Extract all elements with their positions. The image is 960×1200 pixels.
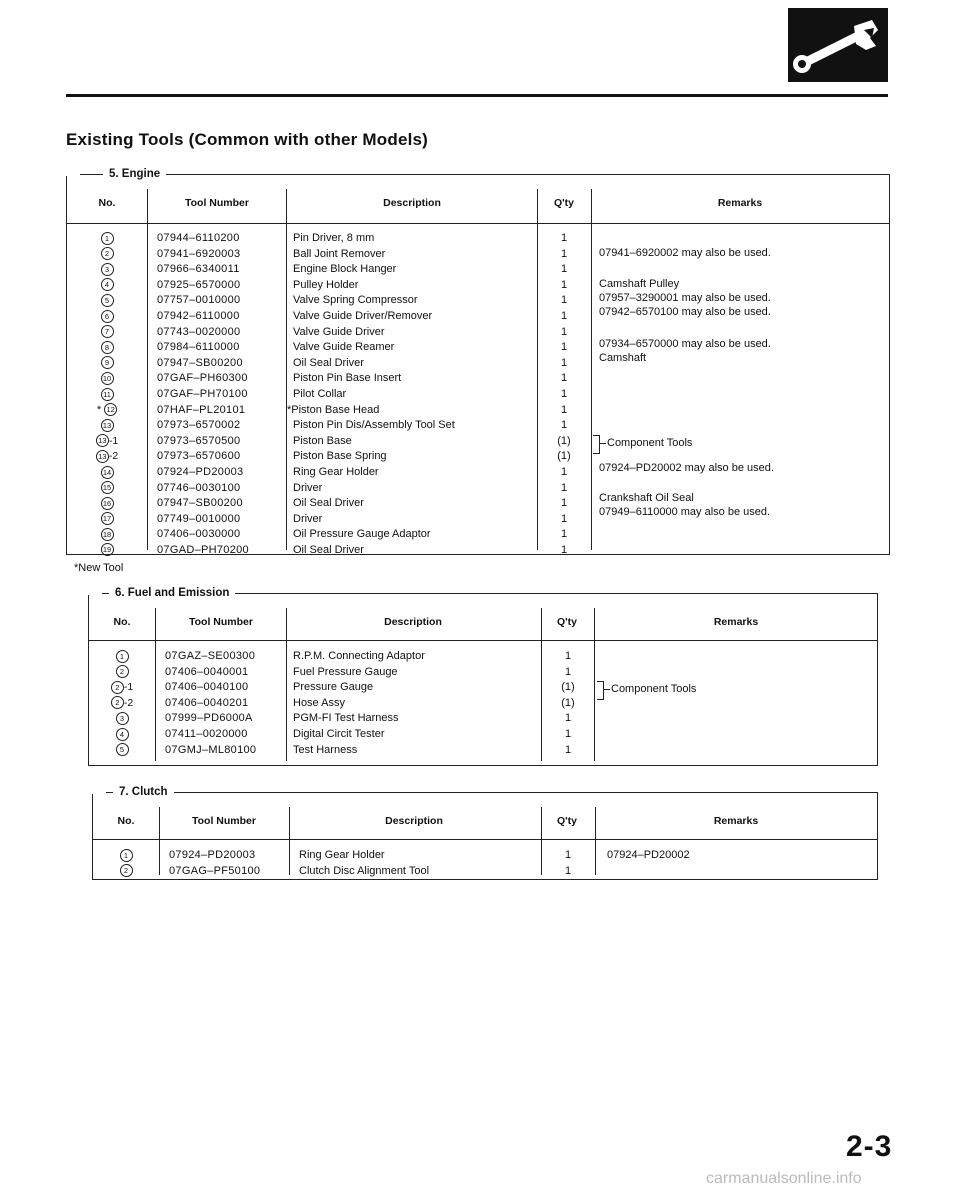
row-number — [67, 387, 147, 403]
header-qty: Q'ty — [556, 616, 577, 628]
row-number — [89, 696, 155, 712]
circled-number: 14 — [101, 466, 114, 479]
tool-number: 07973–6570600 — [157, 450, 241, 463]
row-number — [67, 293, 147, 309]
row-number — [89, 711, 155, 727]
row-suffix: -2 — [123, 696, 134, 709]
description-text: Piston Pin Dis/Assembly Tool Set — [293, 419, 455, 432]
watermark: carmanualsonline.info — [706, 1170, 862, 1187]
header-no: No. — [113, 616, 131, 628]
tool-number: 07966–6340011 — [157, 263, 240, 276]
description — [293, 481, 455, 497]
row-number — [67, 481, 147, 497]
tool-number: 07924–PD20003 — [157, 465, 244, 478]
description-text: Ring Gear Holder — [293, 465, 379, 478]
row-number — [67, 543, 147, 559]
description — [293, 371, 455, 387]
description — [293, 465, 455, 481]
header-description: Description — [384, 616, 442, 628]
header-remarks: Remarks — [713, 815, 759, 827]
quantity: 1 — [564, 650, 572, 662]
row-number — [67, 356, 147, 372]
row-number — [89, 680, 155, 696]
quantity: 1 — [560, 528, 568, 541]
section-label: 7. Clutch — [113, 784, 174, 800]
tool-number: 07743–0020000 — [157, 325, 241, 338]
description-text: R.P.M. Connecting Adaptor — [293, 650, 425, 662]
description — [299, 848, 429, 864]
circled-number: 1 — [120, 849, 133, 862]
quantity: 1 — [560, 481, 568, 494]
header-no: No. — [117, 815, 135, 827]
row-number — [67, 527, 147, 543]
quantity: 1 — [560, 372, 568, 385]
circled-number: 13 — [101, 419, 114, 432]
quantity: 1 — [560, 419, 568, 432]
section-label: 5. Engine — [103, 166, 166, 182]
circled-number: 2 — [111, 696, 124, 709]
description-text: Oil Seal Driver — [293, 543, 364, 556]
clutch-section — [92, 786, 878, 880]
header-remarks: Remarks — [713, 616, 759, 628]
description — [293, 449, 455, 465]
circled-number: 2 — [120, 864, 133, 877]
remark: 07949–6110000 may also be used. — [599, 506, 771, 518]
row-number — [67, 449, 147, 465]
row-number — [93, 848, 159, 864]
circled-number: 16 — [101, 497, 114, 510]
description — [293, 356, 455, 372]
circled-number: 1 — [101, 232, 114, 245]
new-tool-star: * — [96, 403, 105, 416]
tool-number: 07947–SB00200 — [157, 497, 243, 510]
description — [293, 527, 455, 543]
description — [293, 418, 455, 434]
tool-number: 07942–6110000 — [157, 309, 240, 322]
header-tool-number: Tool Number — [192, 815, 256, 827]
footnote: *New Tool — [74, 562, 124, 574]
quantity: 1 — [560, 497, 568, 510]
row-suffix: -2 — [108, 450, 119, 463]
tool-number: 07GMJ–ML80100 — [165, 743, 257, 756]
quantity: 1 — [564, 743, 572, 756]
remark: 07924–PD20002 may also be used. — [599, 462, 774, 474]
header-no: No. — [98, 197, 116, 209]
row-number — [67, 309, 147, 325]
row-number — [67, 465, 147, 481]
quantity: 1 — [560, 403, 568, 416]
description — [293, 278, 455, 294]
tool-number: 07749–0010000 — [157, 512, 241, 525]
row-number — [67, 434, 147, 450]
description-text: Piston Base — [293, 434, 352, 447]
quantity: 1 — [560, 356, 568, 369]
quantity: 1 — [560, 465, 568, 478]
quantity: 1 — [560, 309, 568, 322]
tool-number: 07757–0010000 — [157, 294, 241, 307]
description-text: Pilot Collar — [293, 387, 347, 400]
row-number — [67, 512, 147, 528]
description — [293, 309, 455, 325]
tool-number: 07406–0040001 — [165, 665, 249, 678]
description-text: Valve Spring Compressor — [293, 294, 418, 307]
row-suffix: -1 — [123, 681, 134, 694]
remark: 07941–6920002 may also be used. — [599, 247, 771, 259]
circled-number: 13 — [96, 450, 109, 463]
tool-number: 07406–0040100 — [165, 681, 249, 694]
description — [293, 434, 455, 450]
remark: Camshaft Pulley — [599, 278, 680, 290]
quantity: (1) — [561, 681, 575, 694]
tool-number: 07GAG–PF50100 — [169, 864, 261, 877]
circled-number: 12 — [104, 403, 117, 416]
quantity: (1) — [561, 696, 575, 709]
tool-number: 07HAF–PL20101 — [157, 403, 246, 416]
header-description: Description — [383, 197, 441, 209]
description — [293, 512, 455, 528]
row-number — [93, 864, 159, 880]
tool-number: 07924–PD20003 — [169, 849, 256, 861]
circled-number: 7 — [101, 325, 114, 338]
quantity: 1 — [560, 294, 568, 307]
quantity: 1 — [560, 387, 568, 400]
row-number — [67, 496, 147, 512]
fuel-emission-section — [88, 587, 878, 766]
row-number — [89, 649, 155, 665]
description — [293, 649, 425, 665]
circled-number: 9 — [101, 356, 114, 369]
header-qty: Q'ty — [556, 815, 577, 827]
circled-number: 4 — [116, 728, 129, 741]
row-number — [67, 262, 147, 278]
row-number — [67, 340, 147, 356]
quantity: 1 — [560, 512, 568, 525]
engine-section — [66, 168, 890, 556]
description-text: Piston Base Spring — [293, 450, 387, 463]
wrench-icon — [788, 8, 888, 82]
description — [293, 543, 455, 559]
header-description: Description — [385, 815, 443, 827]
quantity: 1 — [560, 543, 568, 556]
tool-number: 07411–0020000 — [165, 727, 248, 740]
tool-number: 07GAF–PH70100 — [157, 387, 248, 400]
description-text: Clutch Disc Alignment Tool — [299, 864, 430, 877]
circled-number: 11 — [101, 388, 114, 401]
description — [293, 340, 455, 356]
description-text: Test Harness — [293, 743, 358, 756]
circled-number: 6 — [101, 310, 114, 323]
description-text: Pressure Gauge — [293, 681, 374, 694]
description — [293, 696, 425, 712]
quantity: 1 — [560, 232, 568, 244]
quantity: 1 — [560, 263, 568, 276]
row-number — [89, 727, 155, 743]
description-text: Driver — [293, 481, 323, 494]
description-text: Ring Gear Holder — [299, 849, 385, 861]
tool-number: 07944–6110200 — [157, 232, 240, 244]
row-number — [67, 247, 147, 263]
description — [293, 496, 455, 512]
new-tool-star: * — [287, 403, 292, 416]
quantity: 1 — [560, 278, 568, 291]
tool-number: 07GAF–PH60300 — [157, 372, 248, 385]
circled-number: 15 — [101, 481, 114, 494]
quantity: 1 — [564, 849, 572, 861]
remark: Camshaft — [599, 352, 647, 364]
row-number — [89, 665, 155, 681]
remark: 07924–PD20002 — [607, 849, 690, 861]
row-number — [89, 743, 155, 759]
circled-number: 17 — [101, 512, 114, 525]
tool-number: 07999–PD6000A — [165, 712, 253, 725]
tool-number: 07746–0030100 — [157, 481, 241, 494]
circled-number: 19 — [101, 543, 114, 556]
description — [299, 864, 429, 880]
tool-number: 07984–6110000 — [157, 341, 240, 354]
description-text: Oil Pressure Gauge Adaptor — [293, 528, 431, 541]
description-text: Oil Seal Driver — [293, 497, 364, 510]
quantity: (1) — [557, 434, 571, 447]
description — [287, 403, 455, 419]
description-text: Ball Joint Remover — [293, 247, 386, 260]
remark: Component Tools — [607, 437, 693, 449]
description-text: Valve Guide Driver — [293, 325, 385, 338]
circled-number: 2 — [101, 247, 114, 260]
description — [293, 680, 425, 696]
header-qty: Q'ty — [553, 197, 574, 209]
description-text: Valve Guide Reamer — [293, 341, 395, 354]
quantity: 1 — [564, 727, 572, 740]
page-number: 2-3 — [846, 1130, 893, 1163]
circled-number: 2 — [111, 681, 124, 694]
tool-number: 07973–6570002 — [157, 419, 241, 432]
description-text: Hose Assy — [293, 696, 345, 709]
bracket — [593, 435, 600, 454]
tool-number: 07406–0030000 — [157, 528, 241, 541]
circled-number: 13 — [96, 434, 109, 447]
tool-number: 07925–6570000 — [157, 278, 241, 291]
remark: 07942–6570100 may also be used. — [599, 306, 771, 318]
circled-number: 3 — [116, 712, 129, 725]
description — [293, 711, 425, 727]
description-text: PGM-FI Test Harness — [293, 712, 399, 725]
row-number — [67, 325, 147, 341]
tool-number: 07GAD–PH70200 — [157, 543, 249, 556]
section-label: 6. Fuel and Emission — [109, 585, 235, 601]
description — [293, 247, 455, 263]
row-number — [67, 278, 147, 294]
description-text: Valve Guide Driver/Remover — [293, 309, 433, 322]
bracket — [597, 681, 604, 700]
header-tool-number: Tool Number — [185, 197, 249, 209]
circled-number: 4 — [101, 278, 114, 291]
quantity: (1) — [557, 450, 571, 463]
circled-number: 2 — [116, 665, 129, 678]
tool-number: 07947–SB00200 — [157, 356, 243, 369]
circled-number: 5 — [101, 294, 114, 307]
description — [293, 293, 455, 309]
quantity: 1 — [560, 247, 568, 260]
description — [293, 743, 425, 759]
description-text: Piston Base Head — [291, 403, 380, 416]
circled-number: 3 — [101, 263, 114, 276]
circled-number: 5 — [116, 743, 129, 756]
page-title: Existing Tools (Common with other Models) — [66, 130, 429, 149]
remark: 07957–3290001 may also be used. — [599, 292, 771, 304]
description-text: Driver — [293, 512, 323, 525]
circled-number: 1 — [116, 650, 129, 663]
header-tool-number: Tool Number — [189, 616, 253, 628]
quantity: 1 — [564, 712, 572, 725]
description-text: Pulley Holder — [293, 278, 359, 291]
description — [293, 387, 455, 403]
remark: Crankshaft Oil Seal — [599, 492, 694, 504]
quantity: 1 — [564, 665, 572, 678]
tool-number: 07406–0040201 — [165, 696, 249, 709]
row-number — [67, 403, 147, 419]
quantity: 1 — [560, 341, 568, 354]
description — [293, 231, 455, 247]
circled-number: 18 — [101, 528, 114, 541]
description-text: Piston Pin Base Insert — [293, 372, 402, 385]
description — [293, 262, 455, 278]
quantity: 1 — [560, 325, 568, 338]
circled-number: 10 — [101, 372, 114, 385]
row-suffix: -1 — [108, 434, 119, 447]
tool-number: 07941–6920003 — [157, 247, 241, 260]
row-number — [67, 418, 147, 434]
description — [293, 665, 425, 681]
description-text: Fuel Pressure Gauge — [293, 665, 398, 678]
description-text: Engine Block Hanger — [293, 263, 397, 276]
tool-number: 07973–6570500 — [157, 434, 241, 447]
tool-number: 07GAZ–SE00300 — [165, 650, 256, 662]
remark: Component Tools — [611, 683, 697, 695]
description — [293, 325, 455, 341]
description-text: Digital Circit Tester — [293, 727, 385, 740]
description-text: Oil Seal Driver — [293, 356, 364, 369]
row-number — [67, 231, 147, 247]
row-number — [67, 371, 147, 387]
quantity: 1 — [564, 864, 572, 877]
header-rule — [66, 94, 888, 97]
remark: 07934–6570000 may also be used. — [599, 338, 771, 350]
circled-number: 8 — [101, 341, 114, 354]
description — [293, 727, 425, 743]
header-remarks: Remarks — [717, 197, 763, 209]
description-text: Pin Driver, 8 mm — [293, 232, 375, 244]
